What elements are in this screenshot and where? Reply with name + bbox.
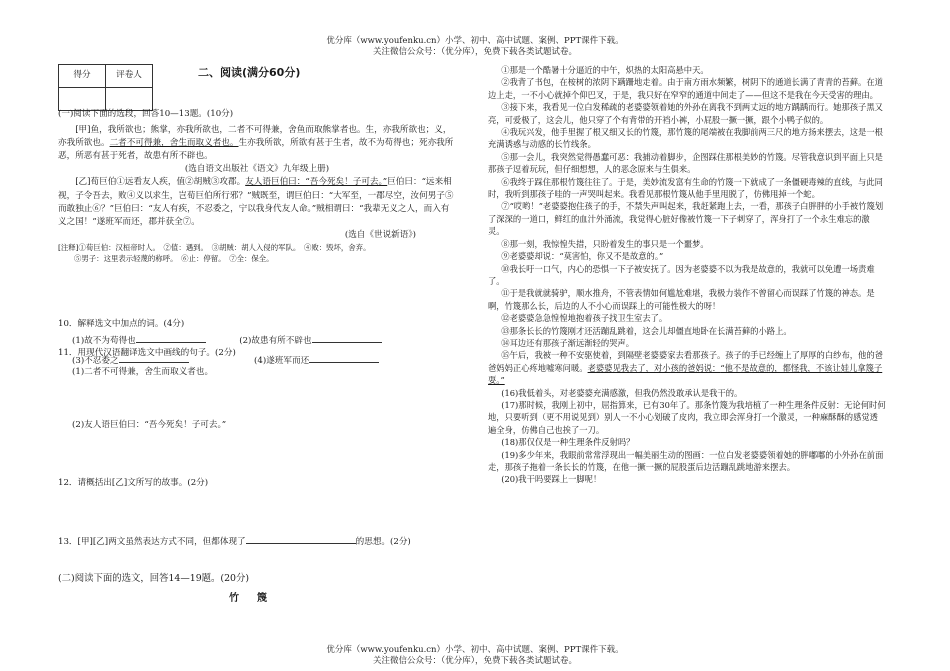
score-table xyxy=(58,64,153,111)
story-para-4: ④我玩兴发，他手里握了根又细又长的竹篾，那竹篾的尾端被在我脚前两三尺的地方扬来摆去，这是一根充满诱惑与动感的长竹线条。 xyxy=(488,127,883,150)
score-header: 得分 xyxy=(59,65,106,88)
story-para-5: ⑤那一会儿，我突然觉得愚蠢可恶：我捕动着脚步，企图踩住那根美妙的竹篾。尽管我意识到平面上只是那孩子逗着玩玩，但仔细想想，人的恶念原来与生俱来。 xyxy=(488,151,883,175)
notes-line1: [注释]①荀巨伯：汉桓帝时人。 ②值：遇到。 ③胡贼：胡人入侵的军队。 ④败：毁坏，舍弃。 xyxy=(58,242,371,252)
yi-underlined: 友人语巨伯曰：“吾今死矣！子可去。” xyxy=(245,177,388,188)
story-para-8: ⑧那一刻，我惊惶失措，只盼着发生的事只是一个噩梦。 xyxy=(501,238,709,249)
yi-label: [乙] xyxy=(75,177,91,188)
right-column xyxy=(488,64,886,486)
para15-underlined-b: “他不是故意的，都怪我，不该让娃儿拿篾子耍。” xyxy=(488,362,883,386)
q10-item3: (3)不忍委之 xyxy=(72,356,119,367)
page-header-line1: 优分库（www.youfenku.cn）小学、初中、高中试题、案例、PPT课件下载。 xyxy=(326,36,624,46)
q10-item1: (1)故不为苟得也 xyxy=(72,336,136,347)
story-title: 竹篾 xyxy=(229,593,285,605)
grader-header: 评卷人 xyxy=(106,65,153,88)
page-footer-line2: 关注微信公众号：（优分库），免费下载各类试题试卷。 xyxy=(372,656,577,666)
question-10: 10．解释选文中加点的词。(4分) xyxy=(58,319,185,329)
story-para-14: ⑭耳边还有那孩子渐远渐轻的哭声。 xyxy=(501,337,635,348)
section-title: 二、阅读(满分60分) xyxy=(198,66,301,79)
yi-text-a: 荀巨伯①远看友人疾，值②胡贼③攻郡。 xyxy=(90,177,246,188)
q13-text-a: 13．[甲][乙]两文虽然表达方式不同，但都体现了 xyxy=(58,537,246,547)
story-para-13: ⑬那条长长的竹篾刚才还活蹦乱跳着，这会儿却僵直地卧在长满苔藓的小路上。 xyxy=(501,325,792,336)
passage-jia xyxy=(58,124,456,163)
story-para-2: ②我背了书包，在桉树的浓阴下蹒跚地走着。由于南方雨水频繁，树阴下的通道长满了青青的苔藓。在道边上走，一不小心就掉个仰巴叉，于是，我只好在窄窄的通道中间走了——但这不是我在今天受害的理由。 xyxy=(488,77,883,100)
q10-item4: (4)遂班军而还 xyxy=(254,356,310,367)
story-para-1: ①那是一个酷暑十分逼近的中午，炽热的太阳高悬中天。 xyxy=(501,65,709,75)
para15-underlined-a: 老婆婆见我去了，对小孩的爸妈说： xyxy=(587,362,721,373)
q13-text-b: 的思想。(2分) xyxy=(355,537,411,547)
jia-label: [甲] xyxy=(75,125,91,136)
story-para-18: (18)那仅仅是一种生理条件反射吗？ xyxy=(501,437,635,448)
story-para-9: ⑨老婆婆却说：“莫害怕，你又不是故意的。” xyxy=(501,251,664,262)
jia-text-b: 生亦我所欲，所欲有甚于生者，故不为苟得也；死亦我所恶，所恶有甚于死者，故患有所不辟也。 xyxy=(58,138,454,162)
page-footer-line1: 优分库（www.youfenku.cn）小学、初中、高中试题、案例、PPT课件下载。 xyxy=(326,645,624,655)
passage-yi xyxy=(58,176,456,228)
q10-item2: (2)故患有所不辟也 xyxy=(239,336,312,347)
q11-item1: (1)二者不可得兼，舍生而取义者也。 xyxy=(72,367,214,378)
story-para-17: (17)那时候，我刚上初中，屈指算来，已有30年了。那条竹篾为我培植了一种生理条件反射：无论何时何地，只要听到（更不用说见到）别人一不小心划破了皮肉，我立即会浑身打一个激灵，一种麻酥酥的感觉透遍全身，仿佛自己也挨了一刀。 xyxy=(488,399,886,435)
yi-source: (选自《世说新语》) xyxy=(344,229,416,240)
q13-answer[interactable] xyxy=(246,534,356,544)
q10-answer1[interactable] xyxy=(136,333,206,343)
question-11: 11．用现代汉语翻译选文中画线的句子。(2分) xyxy=(58,348,236,358)
story-para-11: ⑪于是我就就骑驴，顺水推舟，不管表情如何尴尬难堪，我极力装作不曾留心而误踩了竹篾的神态。是啊，竹篾那么长，后边的人不小心而误踩上的可能性极大的呀！ xyxy=(488,288,875,311)
para15-text: ⑮午后，我被一种不安驱使着，到隔壁老婆婆家去看那孩子。孩子的手已经缠上了厚厚的白纱布，他的爸爸妈妈正心疼地嘘寒问暖。 xyxy=(488,350,883,373)
question-12: 12．请概括出[乙]文所写的故事。(2分) xyxy=(58,478,209,488)
q10-answer2[interactable] xyxy=(312,333,382,343)
yi-text-b: 巨伯曰：“远来相视，子令吾去，败④义以求生，岂荀巨伯所行邪？”贼既至，谓巨伯曰：“大军至，一郡尽空，汝何男子⑤而敢独止⑥？”巨伯曰：“友人有疾，不忍委之，宁以我身代友人命。”贼相谓曰：“我辈无义之人，而入有义之国！”遂班军而还，郡并获全⑦。 xyxy=(58,177,454,227)
story-para-10: ⑩我长吁一口气，内心的恐惧一下子被安抚了。因为老婆婆不以为我是故意的，我就可以免遭一场责难了。 xyxy=(488,263,875,286)
story-para-12: ⑫老婆婆急急惶惶地抱着孩子找卫生室去了。 xyxy=(501,313,668,324)
story-para-15 xyxy=(488,349,886,386)
jia-underlined: 二者不可得兼，舍生而取义者也。 xyxy=(109,138,239,149)
story-para-16: (16)我低着头，对老婆婆充满感激，但我仍然没敢承认是我干的。 xyxy=(501,387,743,398)
page-header-line2: 关注微信公众号：（优分库），免费下载各类试题试卷。 xyxy=(372,47,577,57)
notes-line2: ⑤男子：这里表示轻蔑的称呼。 ⑥止：停留。 ⑦全：保全。 xyxy=(74,253,274,263)
story-para-6: ⑥我终于踩住那根竹篾往往了。于是，美妙流发富有生命的竹篾一下就成了一条僵硬毒辣的直线，与此同时，我听到那孩子哇的一声哭叫起来。我看见那根竹篾从他手里甩脱了，仿佛甩掉一个蛇。 xyxy=(488,176,883,200)
q11-item2: (2)友人语巨伯曰：“吾今死矣！子可去。” xyxy=(72,420,227,430)
question-13 xyxy=(58,534,456,549)
jia-text-a: 鱼，我所欲也；熊掌，亦我所欲也，二者不可得兼，舍鱼而取熊掌者也。生，亦我所欲也；义，亦我所欲也。 xyxy=(58,125,452,149)
part1-intro: (一)阅读下面的选段，回答10—13题。(10分) xyxy=(58,109,234,119)
story-para-3: ③接下来，我看见一位白发稀疏的老婆婆领着她的外孙在离我不到两丈远的地方踽踽而行。她那孩子黑又亮，可爱极了，这会儿，他只穿了个有背带的开裆小裤，小屁股一撅一撅，跟个小鸭子似的。 xyxy=(488,102,883,125)
part2-intro: (二)阅读下面的选文，回答14—19题。(20分) xyxy=(58,573,250,584)
jia-source: (选自语文出版社《语文》九年级上册) xyxy=(184,164,330,175)
story-para-20: (20)我干吗要踩上一脚呢！ xyxy=(501,474,602,485)
story-para-7: ⑦“哎哟！”老婆婆抱住孩子的手，不禁失声叫起来，我赶紧跑上去，一看，那孩子白胖胖的小手被竹篾划了深深的一道口，鲜红的血汁外涌流，我觉得心脏好像被竹篾一下子刺穿了，浑身打了一个永生难忘的激灵。 xyxy=(488,201,884,237)
story-para-19: (19)多少年来，我眼前常常浮现出一幅美丽生动的图画：一位白发老婆婆领着她的胖嘟嘟的小外孙在前面走，那孩子拖着一条长长的竹篾，在他一撅一撅的屁股蛋后边活蹦乱跳地游来摆去。 xyxy=(488,449,884,472)
